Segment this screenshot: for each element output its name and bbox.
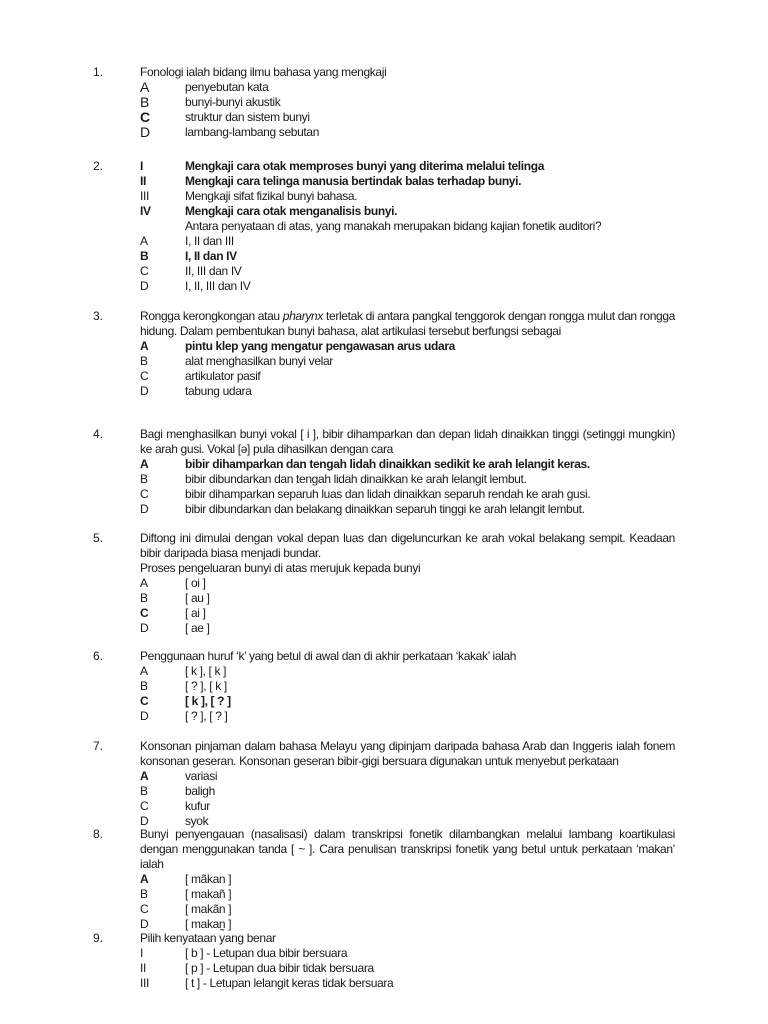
option-c: C [ k ], [ ? ]: [140, 694, 231, 708]
option-a: A penyebutan kata: [140, 79, 269, 95]
question-number: 4.: [93, 427, 104, 441]
statement-iii: III Mengkaji sifat fizikal bunyi bahasa.: [140, 189, 358, 203]
option-b: B baligh: [140, 784, 215, 798]
option-b: B bunyi-bunyi akustik: [140, 94, 281, 110]
option-c: C bibir dihamparkan separuh luas dan lidah dinaikkan separuh rendah ke arah gusi.: [140, 487, 591, 501]
question-number: 2.: [93, 159, 104, 173]
question-stem: Rongga kerongkongan atau pharynx terletak di antara pangkal tenggorok dengan rongga mulut dan rongga hidung. Dalam pembentukan bunyi bahasa, alat artikulasi tersebut berfungsi sebagai: [140, 309, 675, 338]
option-c: C struktur dan sistem bunyi: [140, 109, 310, 125]
option-d: D tabung udara: [140, 384, 252, 398]
option-d: D syok: [140, 814, 209, 828]
option-c: C artikulator pasif: [140, 369, 261, 383]
question-stem: Antara penyataan di atas, yang manakah merupakan bidang kajian fonetik auditori?: [185, 219, 602, 233]
option-a: A [ oi ]: [140, 576, 206, 590]
option-b: B [ makañ ]: [140, 887, 232, 901]
option-a: A [ mãkan ]: [140, 872, 232, 886]
option-c: C [ ai ]: [140, 606, 206, 620]
option-d: D [ ? ], [ ? ]: [140, 709, 228, 723]
option-c: C II, III dan IV: [140, 264, 242, 278]
statement-i: I [ b ] - Letupan dua bibir bersuara: [140, 946, 348, 960]
statement-ii: II Mengkaji cara telinga manusia bertindak balas terhadap bunyi.: [140, 174, 522, 188]
statement-iv: IV Mengkaji cara otak menganalisis bunyi.: [140, 204, 398, 218]
option-d: D [ makan̰ ]: [140, 917, 232, 931]
option-a: A I, II dan III: [140, 234, 234, 248]
question-number: 1.: [93, 65, 104, 79]
question-number: 6.: [93, 649, 104, 663]
option-b: B [ au ]: [140, 591, 210, 605]
option-c: C kufur: [140, 799, 210, 813]
option-a: A [ k ], [ k ]: [140, 664, 227, 678]
question-stem: Fonologi ialah bidang ilmu bahasa yang mengkaji: [140, 65, 387, 79]
question-number: 8.: [93, 827, 104, 841]
question-number: 3.: [93, 309, 104, 323]
question-stem: Bunyi penyengauan (nasalisasi) dalam transkripsi fonetik dilambangkan melalui lambang koartikulasi dengan menggunakan tanda [ ~ ]. Cara penulisan transkripsi fonetik yang betul untuk perkataan ‘makan’ ialah: [140, 827, 675, 871]
option-d: D I, II, III dan IV: [140, 279, 251, 293]
option-d: D bibir dibundarkan dan belakang dinaikkan separuh tinggi ke arah lelangit lembut.: [140, 502, 585, 516]
option-b: B I, II dan IV: [140, 249, 237, 263]
question-stem: Bagi menghasilkan bunyi vokal [ i ], bibir dihamparkan dan depan lidah dinaikkan tinggi (setinggi mungkin) ke arah gusi. Vokal [ə] pula dihasilkan dengan cara: [140, 427, 675, 456]
question-stem-2: Proses pengeluaran bunyi di atas merujuk kepada bunyi: [140, 561, 421, 575]
option-a: A pintu klep yang mengatur pengawasan arus udara: [140, 339, 455, 353]
statement-iii: III [ t ] - Letupan lelangit keras tidak bersuara: [140, 976, 394, 990]
option-d: D lambang-lambang sebutan: [140, 124, 320, 140]
question-stem: Penggunaan huruf ‘k’ yang betul di awal dan di akhir perkataan ‘kakak’ ialah: [140, 649, 517, 663]
question-number: 9.: [93, 931, 104, 945]
question-number: 7.: [93, 739, 104, 753]
option-b: B bibir dibundarkan dan tengah lidah dinaikkan ke arah lelangit lembut.: [140, 472, 527, 486]
option-c: C [ makãn ]: [140, 902, 232, 916]
question-number: 5.: [93, 531, 104, 545]
question-stem: Diftong ini dimulai dengan vokal depan luas dan digeluncurkan ke arah vokal belakang sempit. Keadaan bibir daripada biasa menjadi bundar.: [140, 531, 675, 560]
question-stem: Konsonan pinjaman dalam bahasa Melayu yang dipinjam daripada bahasa Arab dan Inggeris ialah fonem konsonan geseran. Konsonan geseran bibir-gigi bersuara digunakan untuk menyebut perkataan: [140, 739, 675, 768]
statement-ii: II [ p ] - Letupan dua bibir tidak bersuara: [140, 961, 374, 975]
option-b: B alat menghasilkan bunyi velar: [140, 354, 333, 368]
option-b: B [ ? ], [ k ]: [140, 679, 227, 693]
option-d: D [ ae ]: [140, 621, 210, 635]
option-a: A variasi: [140, 769, 218, 783]
option-a: A bibir dihamparkan dan tengah lidah dinaikkan sedikit ke arah lelangit keras.: [140, 457, 590, 471]
question-stem: Pilih kenyataan yang benar: [140, 931, 276, 945]
statement-i: I Mengkaji cara otak memproses bunyi yang diterima melalui telinga: [140, 159, 545, 173]
